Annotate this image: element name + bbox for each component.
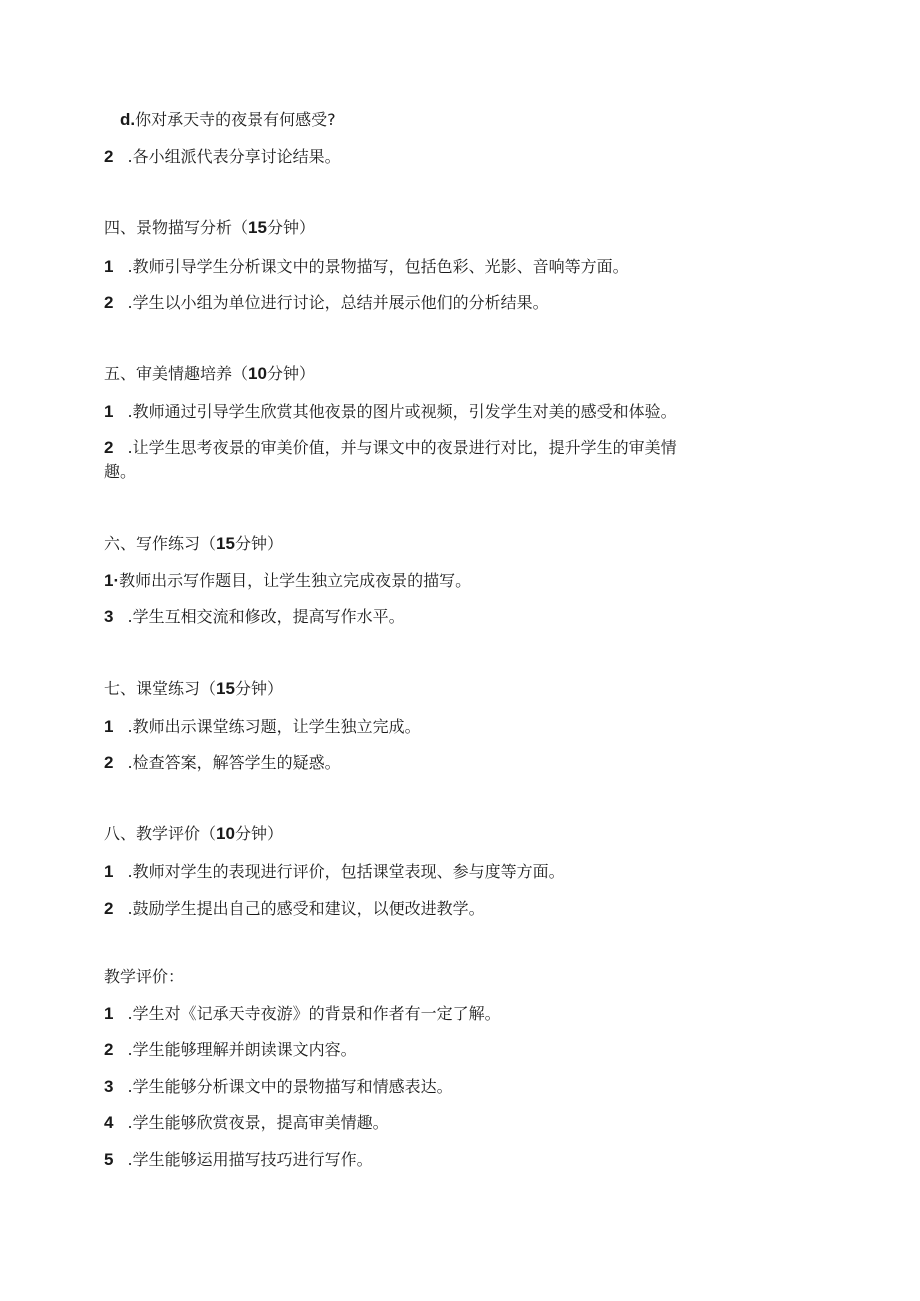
section-heading: [104, 679, 283, 699]
item-number: 1: [104, 717, 114, 736]
item-text: 学生对《记承天寺夜游》的背景和作者有一定了解。: [132, 1004, 501, 1023]
item-text: 学生能够分析课文中的景物描写和情感表达。: [132, 1077, 453, 1096]
list-item: [104, 753, 341, 773]
heading-text: 四、景物描写分析（: [104, 218, 249, 237]
list-item: [104, 438, 677, 458]
list-item: [104, 402, 677, 422]
heading-unit: 分钟）: [266, 218, 315, 237]
item-number: 1: [104, 402, 114, 421]
list-item: [104, 293, 549, 313]
item-separator: .: [127, 899, 133, 918]
item-separator: .: [127, 1150, 133, 1169]
item-text: 让学生思考夜景的审美价值，并与课文中的夜景进行对比，提升学生的审美情: [132, 438, 677, 457]
heading-unit: 分钟）: [234, 824, 283, 843]
evaluation-title: 教学评价：: [104, 967, 185, 986]
list-item: [104, 899, 485, 919]
heading-text: 五、审美情趣培养（: [104, 364, 249, 383]
item-number: 1: [104, 862, 114, 881]
list-item: [104, 571, 471, 591]
item-number: 2: [104, 899, 114, 918]
heading-minutes: 15: [216, 534, 235, 553]
item-separator: .: [127, 607, 133, 626]
list-item: [104, 607, 405, 627]
item-number: 1: [104, 1004, 114, 1023]
item-separator: .: [127, 1077, 133, 1096]
item-separator: .: [127, 1113, 133, 1132]
item-text: 学生以小组为单位进行讨论，总结并展示他们的分析结果。: [132, 293, 549, 312]
item-number: 2: [104, 293, 114, 312]
list-item-continuation: [104, 462, 136, 482]
item-separator: .: [127, 293, 133, 312]
item-text: 教师出示课堂练习题，让学生独立完成。: [132, 717, 421, 736]
heading-text: 六、写作练习（: [104, 534, 217, 553]
item-text: 学生能够欣赏夜景，提高审美情趣。: [132, 1113, 389, 1132]
item-text: 教师通过引导学生欣赏其他夜景的图片或视频，引发学生对美的感受和体验。: [132, 402, 677, 421]
list-item: [104, 1004, 501, 1024]
item-separator: .: [127, 862, 133, 881]
item-number: 5: [104, 1150, 114, 1169]
item-text: 教师对学生的表现进行评价，包括课堂表现、参与度等方面。: [132, 862, 565, 881]
heading-unit: 分钟）: [266, 364, 315, 383]
item-text: 趣。: [104, 462, 137, 481]
item-text: 教师引导学生分析课文中的景物描写，包括色彩、光影、音响等方面。: [132, 257, 629, 276]
item-separator: .: [127, 438, 133, 457]
heading-unit: 分钟）: [234, 534, 283, 553]
section-heading: [104, 218, 315, 238]
list-item: [104, 257, 629, 277]
list-item: [104, 717, 421, 737]
item-number: 1·: [104, 571, 120, 590]
item-number: 3: [104, 607, 114, 626]
list-item: [104, 862, 565, 882]
heading-unit: 分钟）: [234, 679, 283, 698]
heading-text: 八、教学评价（: [104, 824, 217, 843]
item-number: 2: [104, 1040, 114, 1059]
item-separator: .: [127, 1004, 133, 1023]
list-item: [104, 1113, 389, 1133]
heading-minutes: 15: [216, 679, 235, 698]
item-text: 学生互相交流和修改，提高写作水平。: [132, 607, 405, 626]
item-separator: .: [127, 257, 133, 276]
list-item: [104, 1040, 357, 1060]
heading-minutes: 10: [248, 364, 267, 383]
item-number: 2: [104, 438, 114, 457]
item-separator: .: [127, 147, 133, 166]
item-separator: .: [127, 402, 133, 421]
list-item: [104, 1077, 453, 1097]
item-text: 检查答案，解答学生的疑惑。: [132, 753, 341, 772]
item-number: 1: [104, 257, 114, 276]
section-heading: [104, 534, 283, 554]
heading-minutes: 15: [248, 218, 267, 237]
section-heading: [104, 824, 283, 844]
item-number: d.: [120, 110, 136, 129]
item-number: 3: [104, 1077, 114, 1096]
item-separator: .: [127, 717, 133, 736]
item-text: 学生能够运用描写技巧进行写作。: [132, 1150, 373, 1169]
item-text: 教师出示写作题目，让学生独立完成夜景的描写。: [119, 571, 472, 590]
item-separator: .: [127, 753, 133, 772]
section-heading: [104, 364, 315, 384]
list-item: [104, 1150, 373, 1170]
item-number: 2: [104, 753, 114, 772]
heading-minutes: 10: [216, 824, 235, 843]
item-number: 4: [104, 1113, 114, 1132]
heading-text: 七、课堂练习（: [104, 679, 217, 698]
item-text: 各小组派代表分享讨论结果。: [132, 147, 341, 166]
list-item: [104, 147, 341, 167]
item-text: 鼓励学生提出自己的感受和建议，以便改进教学。: [132, 899, 485, 918]
question-d: [120, 110, 336, 130]
item-separator: .: [127, 1040, 133, 1059]
item-text: 学生能够理解并朗读课文内容。: [132, 1040, 357, 1059]
item-text: 你对承天寺的夜景有何感受?: [135, 110, 336, 129]
item-number: 2: [104, 147, 114, 166]
